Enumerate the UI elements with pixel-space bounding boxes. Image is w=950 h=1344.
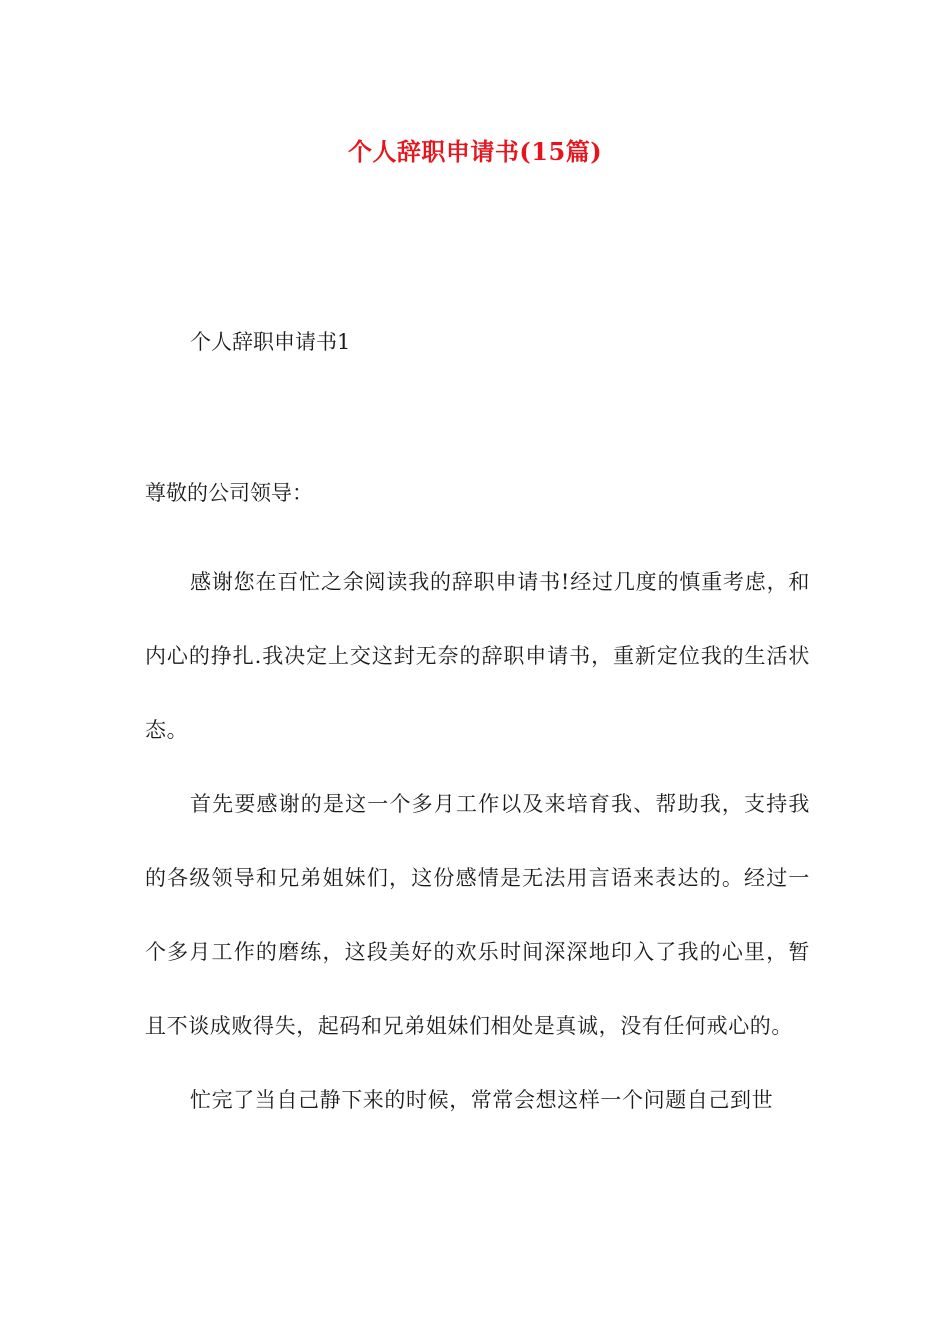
- section-heading: 个人辞职申请书1: [190, 330, 351, 354]
- salutation: 尊敬的公司领导：: [145, 481, 313, 505]
- paragraph: 感谢您在百忙之余阅读我的辞职申请书!经过几度的慎重考虑，和内心的挣扎.我决定上交这封无奈的辞职申请书，重新定位我的生活状态。: [145, 570, 810, 742]
- document-title: 个人辞职申请书(15篇): [347, 137, 603, 166]
- body-text: [145, 545, 810, 1137]
- paragraph: 忙完了当自己静下来的时候，常常会想这样一个问题自己到世: [190, 1088, 774, 1112]
- paragraph: 首先要感谢的是这一个多月工作以及来培育我、帮助我，支持我的各级领导和兄弟姐妹们，这份感情是无法用言语来表达的。经过一个多月工作的磨练，这段美好的欢乐时间深深地印入了我的心里，暂且不谈成败得失，起码和兄弟姐妹们相处是真诚，没有任何戒心的。: [145, 792, 810, 1038]
